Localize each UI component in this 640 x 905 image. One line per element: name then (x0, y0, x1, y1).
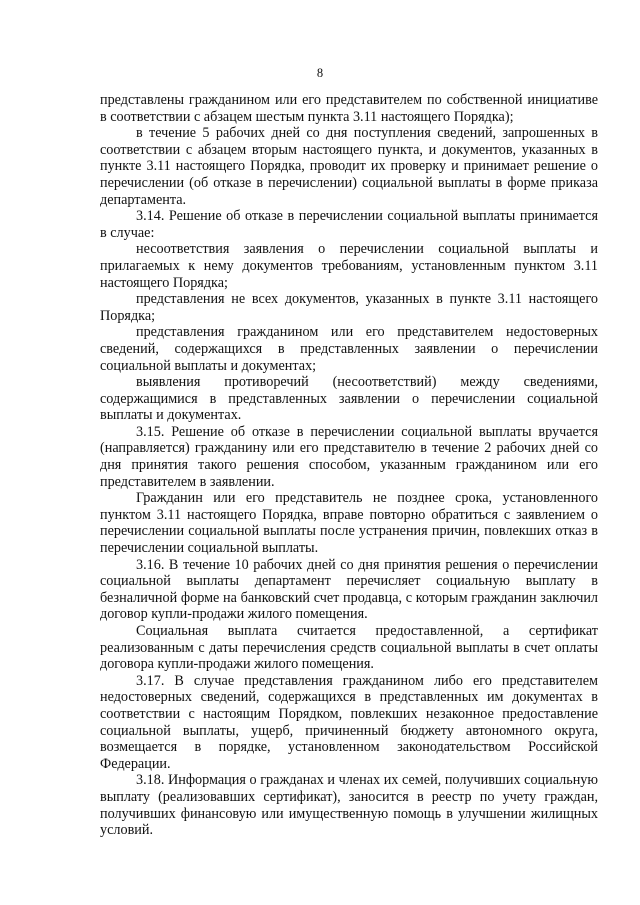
page-number: 8 (316, 66, 324, 80)
refusal-reason-contradictions: выявления противоречий (несоответствий) между сведениями, содержащимися в представленных заявлении о перечислении социальной выплаты и документах. (100, 374, 598, 424)
paragraph-payment-considered: Социальная выплата считается предоставленной, а сертификат реализованным с даты перечисления средств социальной выплаты в счет оплаты договора купли-продажи жилого помещения. (100, 623, 598, 673)
paragraph-3-15: 3.15. Решение об отказе в перечислении социальной выплаты вручается (направляется) гражданину или его представителю в течение 2 рабочих дней со дня принятия такого решения способом, указанным гражданином или его представителем в заявлении. (100, 423, 598, 490)
paragraph-verification-deadline: в течение 5 рабочих дней со дня поступления сведений, запрошенных в соответствии с абзацем вторым настоящего пункта, и документов, указанных в пункте 3.11 настоящего Порядка, проводит их проверку и принимает решение о перечислении (об отказе в перечислении) социальной выплаты в форме приказа департамента. (100, 125, 598, 208)
paragraph-3-18: 3.18. Информация о гражданах и членах их семей, получивших социальную выплату (реализовавших сертификат), заносится в реестр по учету граждан, получивших финансовую или имущественную помощь в улучшении жилищных условий. (100, 772, 598, 839)
paragraph-reapply: Гражданин или его представитель не позднее срока, установленного пунктом 3.11 настоящего Порядка, вправе повторно обратиться с заявлением о перечислении социальной выплаты после устранения причин, повлекших отказ в перечислении социальной выплаты. (100, 490, 598, 557)
paragraph-3-16: 3.16. В течение 10 рабочих дней со дня принятия решения о перечислении социальной выплаты департамент перечисляет социальную выплату в безналичной форме на банковский счет продавца, с которым гражданин заключил договор купли-продажи жилого помещения. (100, 556, 598, 623)
refusal-reason-false-info: представления гражданином или его представителем недостоверных сведений, содержащихся в представленных заявлении о перечислении социальной выплаты и документах; (100, 324, 598, 374)
refusal-reason-incomplete: представления не всех документов, указанных в пункте 3.11 настоящего Порядка; (100, 291, 598, 324)
refusal-reason-mismatch: несоответствия заявления о перечислении социальной выплаты и прилагаемых к нему документов требованиям, установленным пунктом 3.11 настоящего Порядка; (100, 241, 598, 291)
paragraph-3-17: 3.17. В случае представления гражданином либо его представителем недостоверных сведений, содержащихся в представленных им документах в соответствии с настоящим Порядком, повлекших незаконное предоставление социальной выплаты, ущерб, причиненный бюджету автономного округа, возмещается в порядке, установленном законодательством Российской Федерации. (100, 672, 598, 772)
document-body (100, 92, 598, 839)
paragraph-continuation: представлены гражданином или его представителем по собственной инициативе в соответствии с абзацем шестым пункта 3.11 настоящего Порядка); (100, 92, 598, 125)
paragraph-3-14: 3.14. Решение об отказе в перечислении социальной выплаты принимается в случае: (100, 208, 598, 241)
